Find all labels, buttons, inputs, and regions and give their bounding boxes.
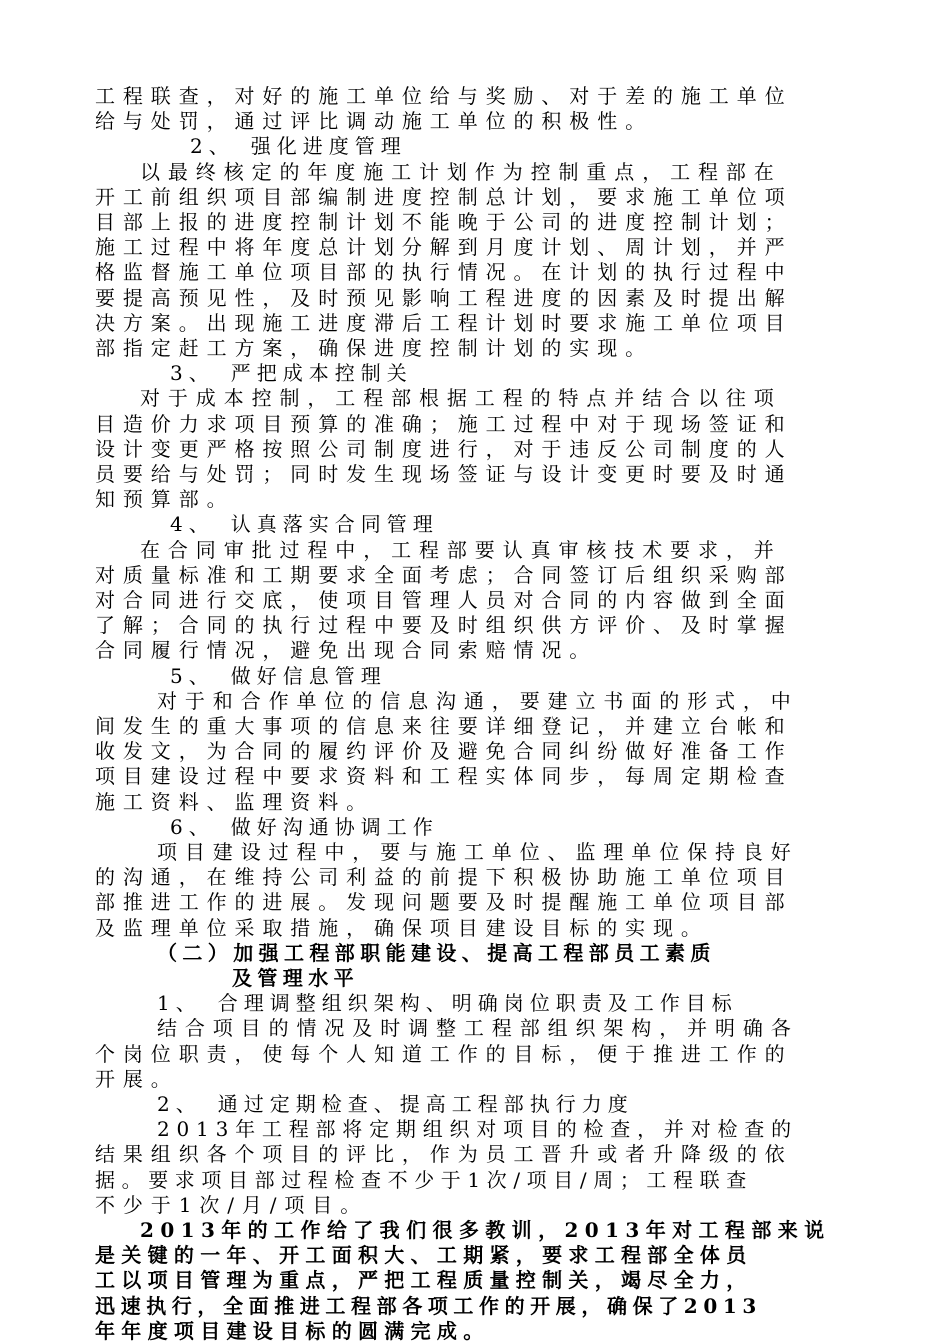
paragraph-line: 据。要求项目部过程检查不少于1次/项目/周；工程联查 [95,1167,753,1192]
conclusion-line: 工以项目管理为重点，严把工程质量控制关，竭尽全力， [95,1268,753,1293]
paragraph-line: 结合项目的情况及时调整工程部组织架构，并明确各 [157,1016,799,1041]
paragraph-line: 项目建设过程中要求资料和工程实体同步，每周定期检查 [95,764,793,789]
section-heading: 2、 通过定期检查、提高工程部执行力度 [157,1092,634,1116]
section-heading: 3、 严把成本控制关 [170,361,413,386]
paragraph-line: 施工资料、监理资料。 [95,789,374,814]
paragraph-line: 对质量标准和工期要求全面考虑；合同签订后组织采购部 [95,562,793,587]
paragraph-line: 部指定赶工方案，确保进度控制计划的实现。 [95,336,653,360]
conclusion-line: 是关键的一年、开工面积大、工期紧，要求工程部全体员 [95,1243,753,1268]
conclusion-line: 年年度项目建设目标的圆满完成。 [95,1318,490,1343]
paragraph-line: 开展。 [95,1066,179,1091]
paragraph-line: 结果组织各个项目的评比，作为员工晋升或者升降级的依 [95,1142,793,1167]
paragraph-line: 开工前组织项目部编制进度控制总计划，要求施工单位项 [95,184,793,209]
paragraph-line: 要提高预见性，及时预见影响工程进度的因素及时提出解 [95,285,793,310]
paragraph-line: 项目建设过程中，要与施工单位、监理单位保持良好 [157,840,799,864]
paragraph-line: 决方案。出现施工进度滞后工程计划时要求施工单位项目 [95,310,793,335]
paragraph-line: 收发文，为合同的履约评价及避免合同纠纷做好准备工作 [95,739,793,764]
paragraph-line: 2013年工程部将定期组织对项目的检查，并对检查的 [157,1117,798,1142]
paragraph-line: 及监理单位采取措施，确保项目建设目标的实现。 [95,915,709,940]
paragraph-line: 的沟通，在维持公司利益的前提下积极协助施工单位项目 [95,865,793,890]
paragraph-line: 在合同审批过程中，工程部要认真审核技术要求，并 [140,537,782,562]
paragraph-line: 给与处罚，通过评比调动施工单位的积极性。 [95,109,653,134]
conclusion-line: 2013年的工作给了我们很多教训，2013年对工程部来说 [140,1218,831,1242]
paragraph-line: 对合同进行交底，使项目管理人员对合同的内容做到全面 [95,588,793,612]
paragraph-line: 格监督施工单位项目部的执行情况。在计划的执行过程中 [95,260,793,285]
paragraph-line: 目造价力求项目预算的准确；施工过程中对于现场签证和 [95,411,793,436]
paragraph-line: 对于成本控制，工程部根据工程的特点并结合以往项 [140,386,782,411]
conclusion-line: 迅速执行，全面推进工程部各项工作的开展，确保了2013 [95,1293,762,1318]
paragraph-line: 不少于1次/月/项目。 [95,1192,369,1217]
paragraph-line: 个岗位职责，使每个人知道工作的目标，便于推进工作的 [95,1041,793,1066]
paragraph-line: 目部上报的进度控制计划不能晚于公司的进度控制计划； [95,210,793,234]
paragraph-line: 以最终核定的年度施工计划作为控制重点，工程部在 [140,159,782,184]
paragraph-line: 施工过程中将年度总计划分解到月度计划、周计划，并严 [95,235,793,260]
section-heading: 4、 认真落实合同管理 [170,512,439,537]
subsection-heading: （二）加强工程部职能建设、提高工程部员工素质 [157,940,716,965]
section-heading: 6、 做好沟通协调工作 [170,814,439,839]
paragraph-line: 设计变更严格按照公司制度进行，对于违反公司制度的人 [95,436,793,461]
paragraph-line: 员要给与处罚；同时发生现场签证与设计变更时要及时通 [95,462,793,486]
paragraph-line: 部推进工作的进展。发现问题要及时提醒施工单位项目部 [95,890,793,915]
section-heading: 1、 合理调整组织架构、明确岗位职责及工作目标 [157,991,738,1016]
paragraph-line: 间发生的重大事项的信息来往要详细登记，并建立台帐和 [95,714,793,738]
paragraph-line: 了解；合同的执行过程中要及时组织供方评价、及时掌握 [95,613,793,638]
paragraph-line: 对于和合作单位的信息沟通，要建立书面的形式，中 [157,688,799,713]
paragraph-line: 工程联查，对好的施工单位给与奖励、对于差的施工单位 [95,84,793,108]
subsection-heading: 及管理水平 [232,966,359,990]
paragraph-line: 合同履行情况，避免出现合同索赔情况。 [95,638,598,663]
paragraph-line: 知预算部。 [95,487,235,512]
section-heading: 2、 强化进度管理 [190,134,407,159]
section-heading: 5、 做好信息管理 [170,663,387,688]
